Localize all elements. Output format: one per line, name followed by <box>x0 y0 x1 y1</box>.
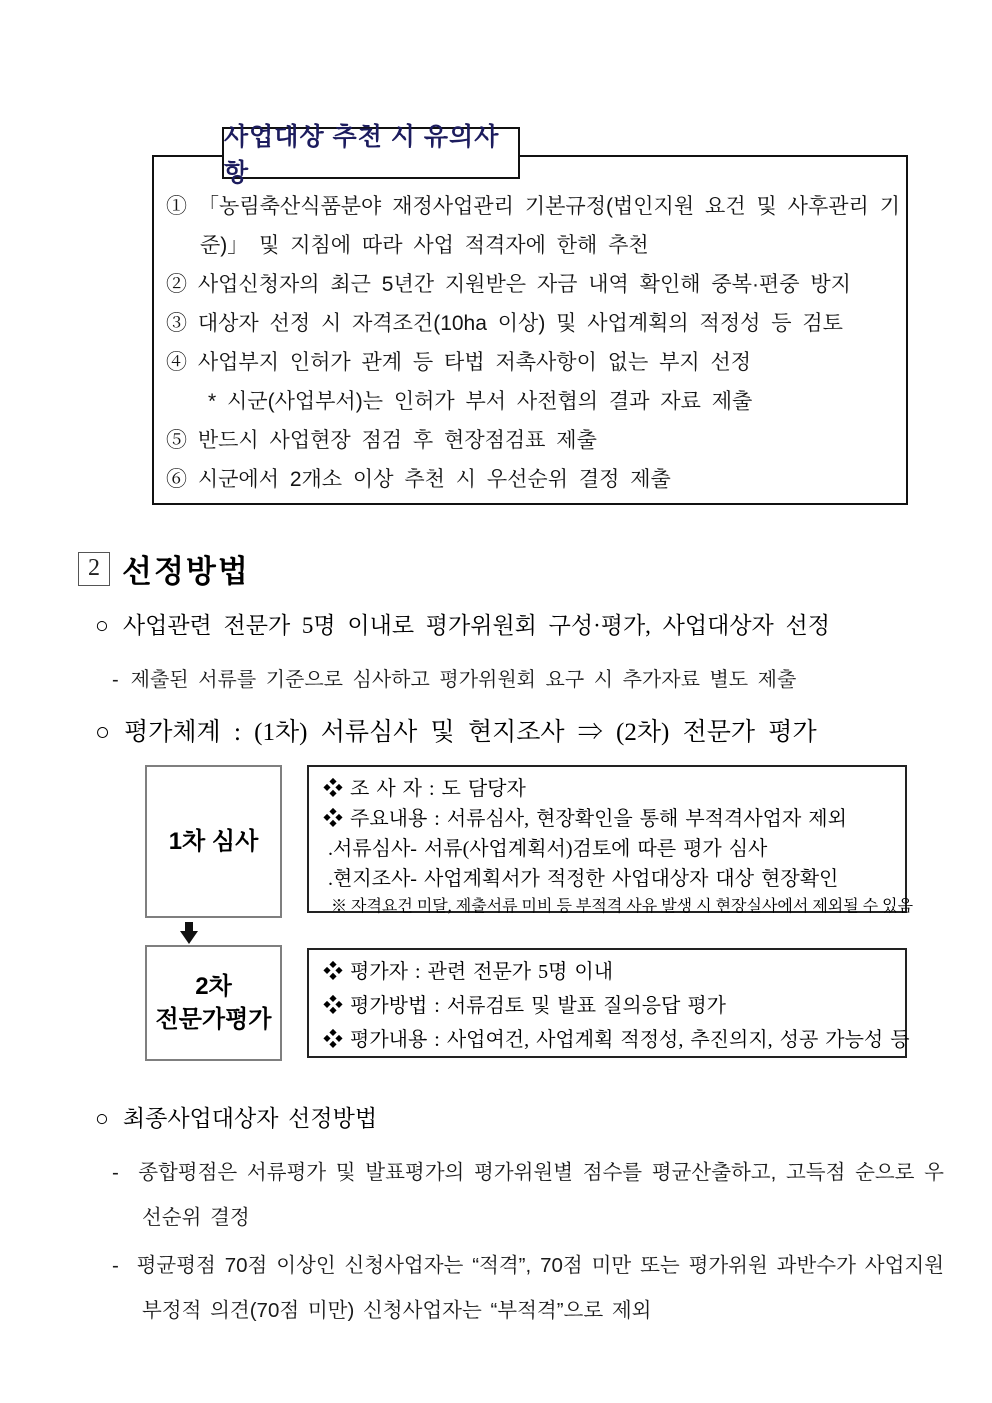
final-sub-2 <box>112 1243 944 1333</box>
item-text: 시군에서 2개소 이상 추천 시 우선순위 결정 제출 <box>197 468 671 491</box>
section-number-box: 2 <box>78 552 110 586</box>
item-marker: ④ <box>166 351 187 374</box>
notice-item-list <box>154 157 906 499</box>
item-marker: ② <box>166 273 187 296</box>
final-sub-text: 종합평점은 서류평가 및 발표평가의 평가위원별 점수를 평균산출하고, 고득점 순으로 우선순위 결정 <box>138 1161 944 1229</box>
final-sub-text: 평균평점 70점 이상인 신청사업자는 “적격”, 70점 미만 또는 평가위원 과반수가 사업지원 부정적 의견(70점 미만) 신청사업자는 “부적격”으로 제외 <box>136 1254 944 1322</box>
item-marker: ① <box>166 195 188 218</box>
notice-item-4-subnote: * 시군(사업부서)는 인허가 부서 사전협의 결과 자료 제출 <box>208 390 753 413</box>
bullet-committee <box>95 607 830 640</box>
down-arrow-icon <box>180 922 198 944</box>
item-marker: ③ <box>166 312 187 335</box>
item-text: 반드시 사업현장 점검 후 현장점검표 제출 <box>197 429 597 452</box>
notice-item-2 <box>166 265 900 304</box>
item-marker: ⑤ <box>166 429 187 452</box>
stage2-line: ❖ 평가내용 : 사업여건, 사업계획 적정성, 추진의지, 성공 가능성 등 <box>323 1029 910 1051</box>
notice-box <box>152 123 908 505</box>
dash-bullet-icon: - <box>112 1161 119 1184</box>
notice-item-6 <box>166 460 900 499</box>
stage1-line: .서류심사- 서류(사업계획서)검토에 따른 평가 심사 <box>328 838 768 860</box>
bullet-sub-text: 제출된 서류를 기준으로 심사하고 평가위원회 요구 시 추가자료 별도 제출 <box>130 669 797 691</box>
circle-bullet-icon: ○ <box>95 719 111 746</box>
item-marker: ⑥ <box>166 468 187 491</box>
circle-bullet-icon: ○ <box>95 613 109 638</box>
bullet-text: 평가체계 : (1차) 서류심사 및 현지조사 ⇒ (2차) 전문가 평가 <box>124 719 817 746</box>
bullet-final-selection <box>95 1100 377 1133</box>
dash-bullet-icon: - <box>112 669 119 691</box>
bullet-evaluation-system <box>95 712 817 748</box>
stage2-line: ❖ 평가방법 : 서류검토 및 발표 질의응답 평가 <box>323 995 726 1017</box>
stage1-line: ❖ 조 사 자 : 도 담당자 <box>323 778 526 800</box>
final-sub-1 <box>112 1150 944 1240</box>
item-text: 사업신청자의 최근 5년간 지원받은 자금 내역 확인해 중복·편중 방지 <box>197 273 851 296</box>
notice-item-3 <box>166 304 900 343</box>
notice-item-1 <box>166 187 900 265</box>
item-text: 대상자 선정 시 자격조건(10ha 이상) 및 사업계획의 적정성 등 검토 <box>197 312 843 335</box>
section-title: 선정방법 <box>122 554 250 589</box>
notice-item-4 <box>166 343 900 382</box>
item-text: 「농림축산식품분야 재정사업관리 기본규정(법인지원 요건 및 사후관리 기준)」 및 지침에 따라 사업 적격자에 한해 추천 <box>197 195 901 257</box>
stage2-line: ❖ 평가자 : 관련 전문가 5명 이내 <box>323 961 614 983</box>
stage1-footnote: ※ 자격요건 미달, 제출서류 미비 등 부적격 사유 발생 시 현장실사에서 제외될 수 있음 <box>331 898 914 915</box>
dash-bullet-icon: - <box>112 1254 119 1277</box>
flow-stage1-content <box>307 765 914 915</box>
flow-stage1-label: 1차 심사 <box>145 765 282 918</box>
item-text: 사업부지 인허가 관계 등 타법 저촉사항이 없는 부지 선정 <box>197 351 752 374</box>
down-arrow-head <box>180 931 198 944</box>
notice-item-5 <box>166 421 900 460</box>
flow-stage2-content <box>307 948 910 1058</box>
stage1-line: ❖ 주요내용 : 서류심사, 현장확인을 통해 부적격사업자 제외 <box>323 808 847 830</box>
bullet-committee-sub <box>112 663 796 692</box>
stage2-label-line1: 2차 <box>195 973 232 1000</box>
circle-bullet-icon: ○ <box>95 1106 109 1131</box>
bullet-text: 사업관련 전문가 5명 이내로 평가위원회 구성·평가, 사업대상자 선정 <box>122 613 830 638</box>
flow-stage2-label <box>145 945 282 1061</box>
section-heading <box>78 546 250 591</box>
notice-box-title: 사업대상 추천 시 유의사항 <box>222 127 520 179</box>
stage1-line: .현지조사- 사업계획서가 적정한 사업대상자 대상 현장확인 <box>328 868 839 890</box>
stage2-label-line2: 전문가평가 <box>155 1006 272 1033</box>
bullet-text: 최종사업대상자 선정방법 <box>122 1106 378 1131</box>
